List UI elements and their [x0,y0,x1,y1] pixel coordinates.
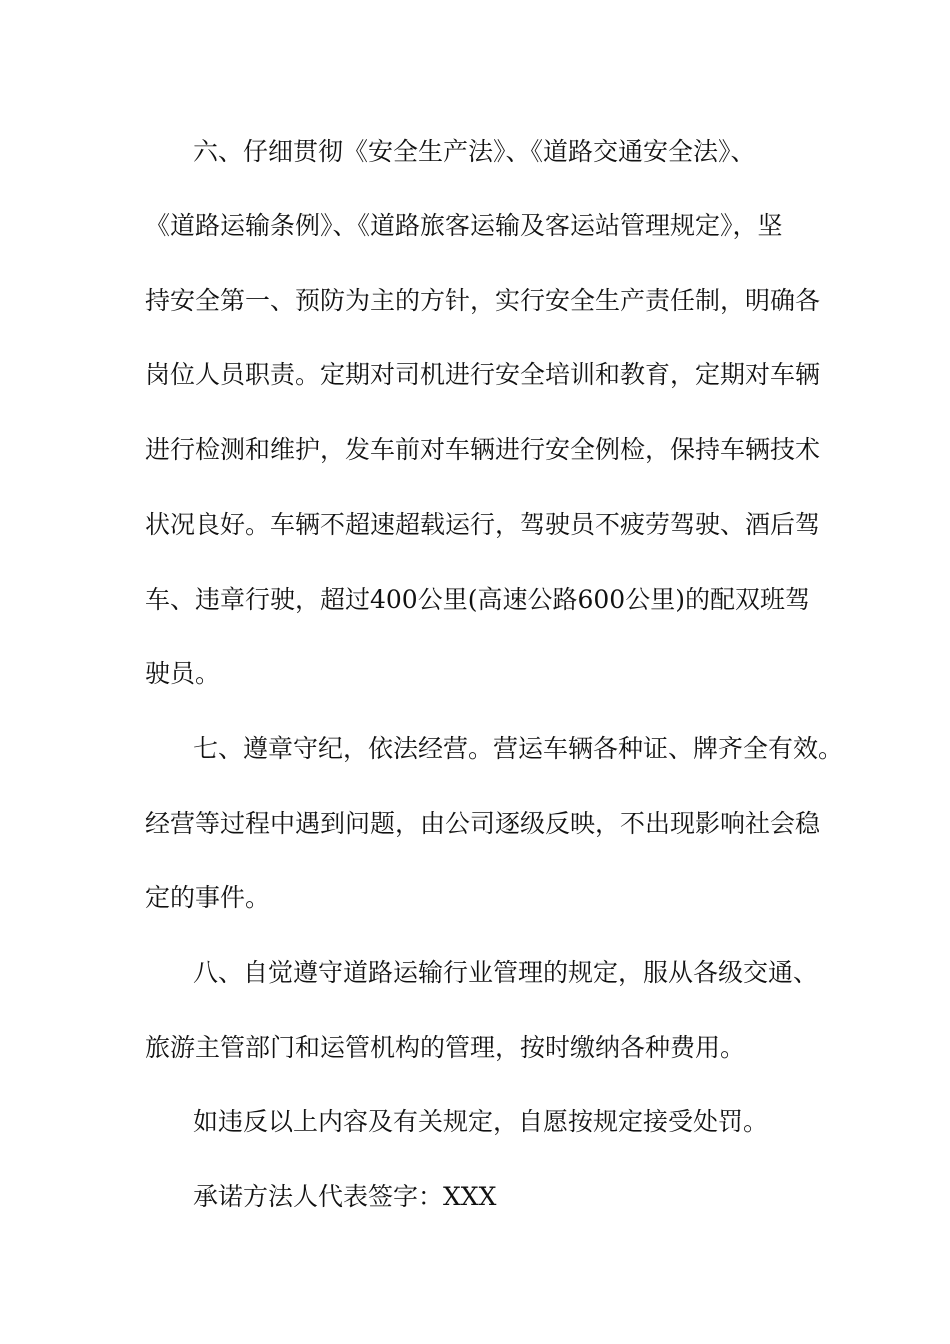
text-line: 持安全第一、预防为主的方针，实行安全生产责任制，明确各 [145,286,821,315]
text-line: 经营等过程中遇到问题，由公司逐级反映，不出现影响社会稳 [145,809,821,838]
text-line: 《道路运输条例》、《道路旅客运输及客运站管理规定》，坚 [145,211,783,240]
text-line: 进行检测和维护，发车前对车辆进行安全例检，保持车辆技术 [145,435,821,464]
text-line: 岗位人员职责。定期对司机进行安全培训和教育，定期对车辆 [145,360,821,389]
signature-line: 承诺方法人代表签字：XXX [193,1182,497,1211]
penalty-statement: 如违反以上内容及有关规定，自愿按规定接受处罚。 [193,1107,769,1136]
text-line: 定的事件。 [145,883,271,912]
text-line: 八、自觉遵守道路运输行业管理的规定，服从各级交通、 [193,958,819,987]
text-line: 旅游主管部门和运管机构的管理，按时缴纳各种费用。 [145,1033,746,1062]
text-line: 车、违章行驶，超过400公里(高速公路600公里)的配双班驾 [145,585,810,614]
text-line: 状况良好。车辆不超速超载运行，驾驶员不疲劳驾驶、酒后驾 [145,510,821,539]
text-line: 六、仔细贯彻《安全生产法》、《道路交通安全法》、 [193,137,756,166]
text-line: 七、遵章守纪，依法经营。营运车辆各种证、牌齐全有效。 [193,734,844,763]
text-line: 驶员。 [145,659,221,688]
